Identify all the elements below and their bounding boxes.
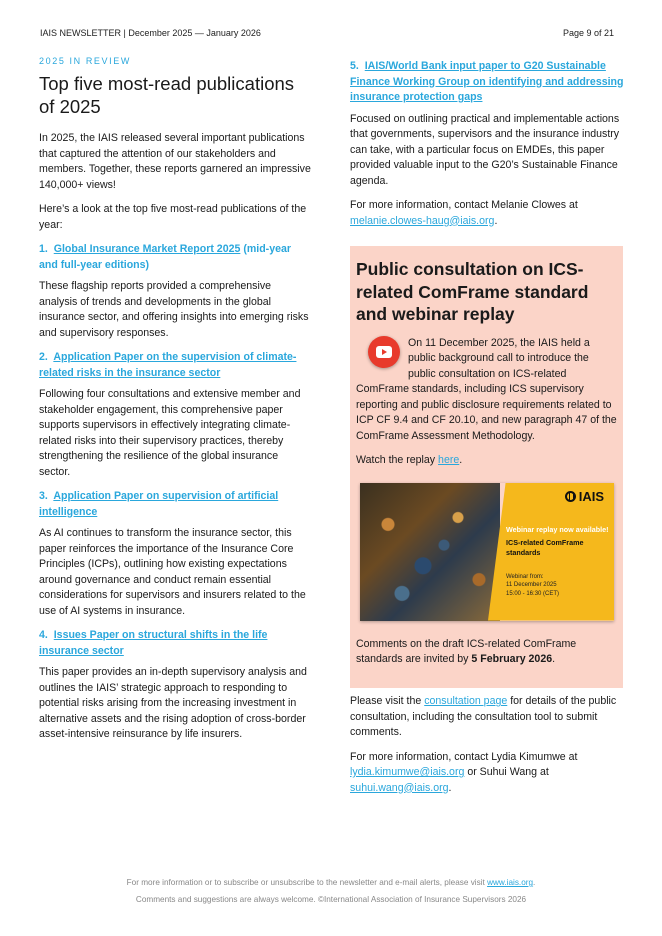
- comments-date: 5 February 2026: [471, 653, 553, 665]
- banner-time: 15:00 - 16:30 (CET): [506, 590, 560, 597]
- youtube-icon-wrap: [356, 336, 408, 380]
- banner-title: ICS-related ComFrame standards: [506, 537, 584, 557]
- visit-consultation: [350, 694, 624, 741]
- page-footer: [0, 874, 662, 908]
- contact2-suffix: .: [448, 781, 452, 794]
- visit-suffix: for details of the public consultation, including the consultation tool to submit comments.: [350, 695, 617, 738]
- publication-4-heading: [39, 628, 311, 659]
- publication-2-heading: [39, 350, 311, 381]
- publication-5-heading: [350, 59, 624, 106]
- publication-2-link[interactable]: Application Paper on the supervision of climate-related risks in the insurance sector: [39, 351, 297, 379]
- left-column: [39, 56, 311, 752]
- replay-link[interactable]: here: [438, 454, 460, 466]
- contact2-mid: or Suhui Wang at: [464, 766, 549, 778]
- iais-website-link[interactable]: www.iais.org: [487, 878, 534, 887]
- publication-2-description: Following four consultations and extensive member and stakeholder engagement, this comprehensive paper supports supervisors in effectively integrating climate-related risks into their supervisory practices, thereby strengthening the resilience of the global insurance sector.: [39, 388, 301, 478]
- publication-1-heading: [39, 242, 311, 273]
- iais-logo: [565, 489, 604, 504]
- lydia-email-link[interactable]: lydia.kimumwe@iais.org: [350, 766, 465, 778]
- publication-3-link[interactable]: Application Paper on supervision of artificial intelligence: [39, 490, 279, 518]
- banner-date-label: Webinar from:: [506, 573, 544, 580]
- comments-deadline: [356, 637, 617, 668]
- consultation-contact: [350, 750, 624, 797]
- banner-kicker: Webinar replay now available!: [506, 524, 609, 534]
- publication-1-number: 1.: [39, 243, 48, 255]
- publication-5-link[interactable]: IAIS/World Bank input paper to G20 Sustainable Finance Working Group on identifying and addressing insurance protection gaps: [350, 60, 624, 103]
- consultation-body: On 11 December 2025, the IAIS held a public background call to introduce the public consultation on ICS-related ComFrame standards, including ICS supervisory reporting and public disclosure requirements related to ICP CF 9.4 and CF 20.10, and new paragraph 47 of the ComFrame Assessment Methodology.: [356, 336, 617, 442]
- contact2-prefix: For more information, contact Lydia Kimumwe at: [350, 750, 578, 763]
- globe-icon: [565, 491, 576, 502]
- footer-prefix: For more information or to subscribe or unsubscribe to the newsletter and e-mail alerts, please visit: [126, 878, 488, 887]
- contact-suffix: .: [494, 214, 498, 227]
- iais-logo-text: IAIS: [578, 488, 604, 504]
- publication-5-contact: [350, 198, 624, 229]
- webinar-banner-image[interactable]: [360, 483, 614, 621]
- watch-suffix: .: [459, 454, 463, 466]
- article-title: Top five most-read publications of 2025: [39, 73, 295, 117]
- watch-prefix: Watch the replay: [356, 454, 439, 466]
- intro-paragraph-1: In 2025, the IAIS released several important publications that captured the attention of our stakeholders and members. Together, these reports garnered an impressive 140,000+ views!: [39, 132, 311, 191]
- intro-paragraph-2: Here’s a look at the top five most-read publications of the year:: [39, 203, 307, 231]
- suhui-email-link[interactable]: suhui.wang@iais.org: [350, 781, 449, 794]
- footer-line-1: [0, 874, 662, 891]
- publication-1-description: These flagship reports provided a comprehensive analysis of trends and developments in the global insurance sector, and offering insights into emerging risks and supervisory responses.: [39, 280, 309, 339]
- banner-date-block: [506, 573, 606, 599]
- melanie-email-link[interactable]: melanie.clowes-haug@iais.org: [350, 214, 495, 227]
- comments-suffix: .: [552, 653, 556, 665]
- publication-1-suffix: (mid-year and full-year editions): [39, 243, 292, 271]
- consultation-title: Public consultation on ICS-related ComFrame standard and webinar replay: [356, 259, 589, 324]
- contact-prefix: For more information, contact Melanie Clowes at: [350, 199, 578, 211]
- publication-3-description: As AI continues to transform the insurance sector, this paper reinforces the importance of the Insurance Core Principles (ICPs), outlining how existing expectations around governance and conduct remain essential considerations for supervisors and insurers related to the use of AI systems in insurance.: [39, 527, 306, 617]
- section-kicker: 2025 IN REVIEW: [39, 56, 131, 66]
- publication-4-link[interactable]: Issues Paper on structural shifts in the life insurance sector: [39, 629, 268, 657]
- banner-photo: [360, 483, 500, 621]
- publication-4-number: 4.: [39, 629, 48, 641]
- page-number: Page 9 of 21: [562, 28, 614, 38]
- publication-1-link[interactable]: Global Insurance Market Report 2025: [53, 243, 241, 255]
- watch-replay: [356, 453, 617, 469]
- publication-5-description: Focused on outlining practical and implementable actions that governments, supervisors and the insurance industry can take, with a particular focus on EMDEs, this paper provided valuable input to the G20’s Sustainable Finance agenda.: [350, 112, 620, 187]
- banner-date: 11 December 2025: [506, 582, 557, 588]
- footer-suffix: .: [533, 878, 536, 887]
- comments-prefix: Comments on the draft ICS-related ComFrame standards are invited by: [356, 637, 577, 665]
- consultation-details: [350, 694, 624, 805]
- publication-3-number: 3.: [39, 490, 48, 502]
- page-header: [40, 28, 614, 42]
- footer-line-2: Comments and suggestions are always welcome. ©International Association of Insurance Supervisors 2026: [135, 895, 527, 904]
- publication-3-heading: [39, 489, 311, 520]
- publication-4-description: This paper provides an in-depth supervisory analysis and outlines the IAIS’ strategic approach to responding to potential risks arising from the increasing investment in alternative assets and the rising adoption of cross-border asset-intensive reinsurance by life insurers.: [39, 666, 307, 740]
- publication-2-number: 2.: [39, 351, 48, 363]
- visit-prefix: Please visit the: [350, 695, 425, 707]
- publication-5-number: 5.: [350, 60, 359, 72]
- consultation-box: [350, 246, 623, 688]
- youtube-play-icon[interactable]: [368, 336, 400, 368]
- consultation-page-link[interactable]: consultation page: [424, 695, 508, 707]
- right-column: [350, 59, 624, 238]
- newsletter-issue: IAIS NEWSLETTER | December 2025 — January 2026: [40, 28, 261, 38]
